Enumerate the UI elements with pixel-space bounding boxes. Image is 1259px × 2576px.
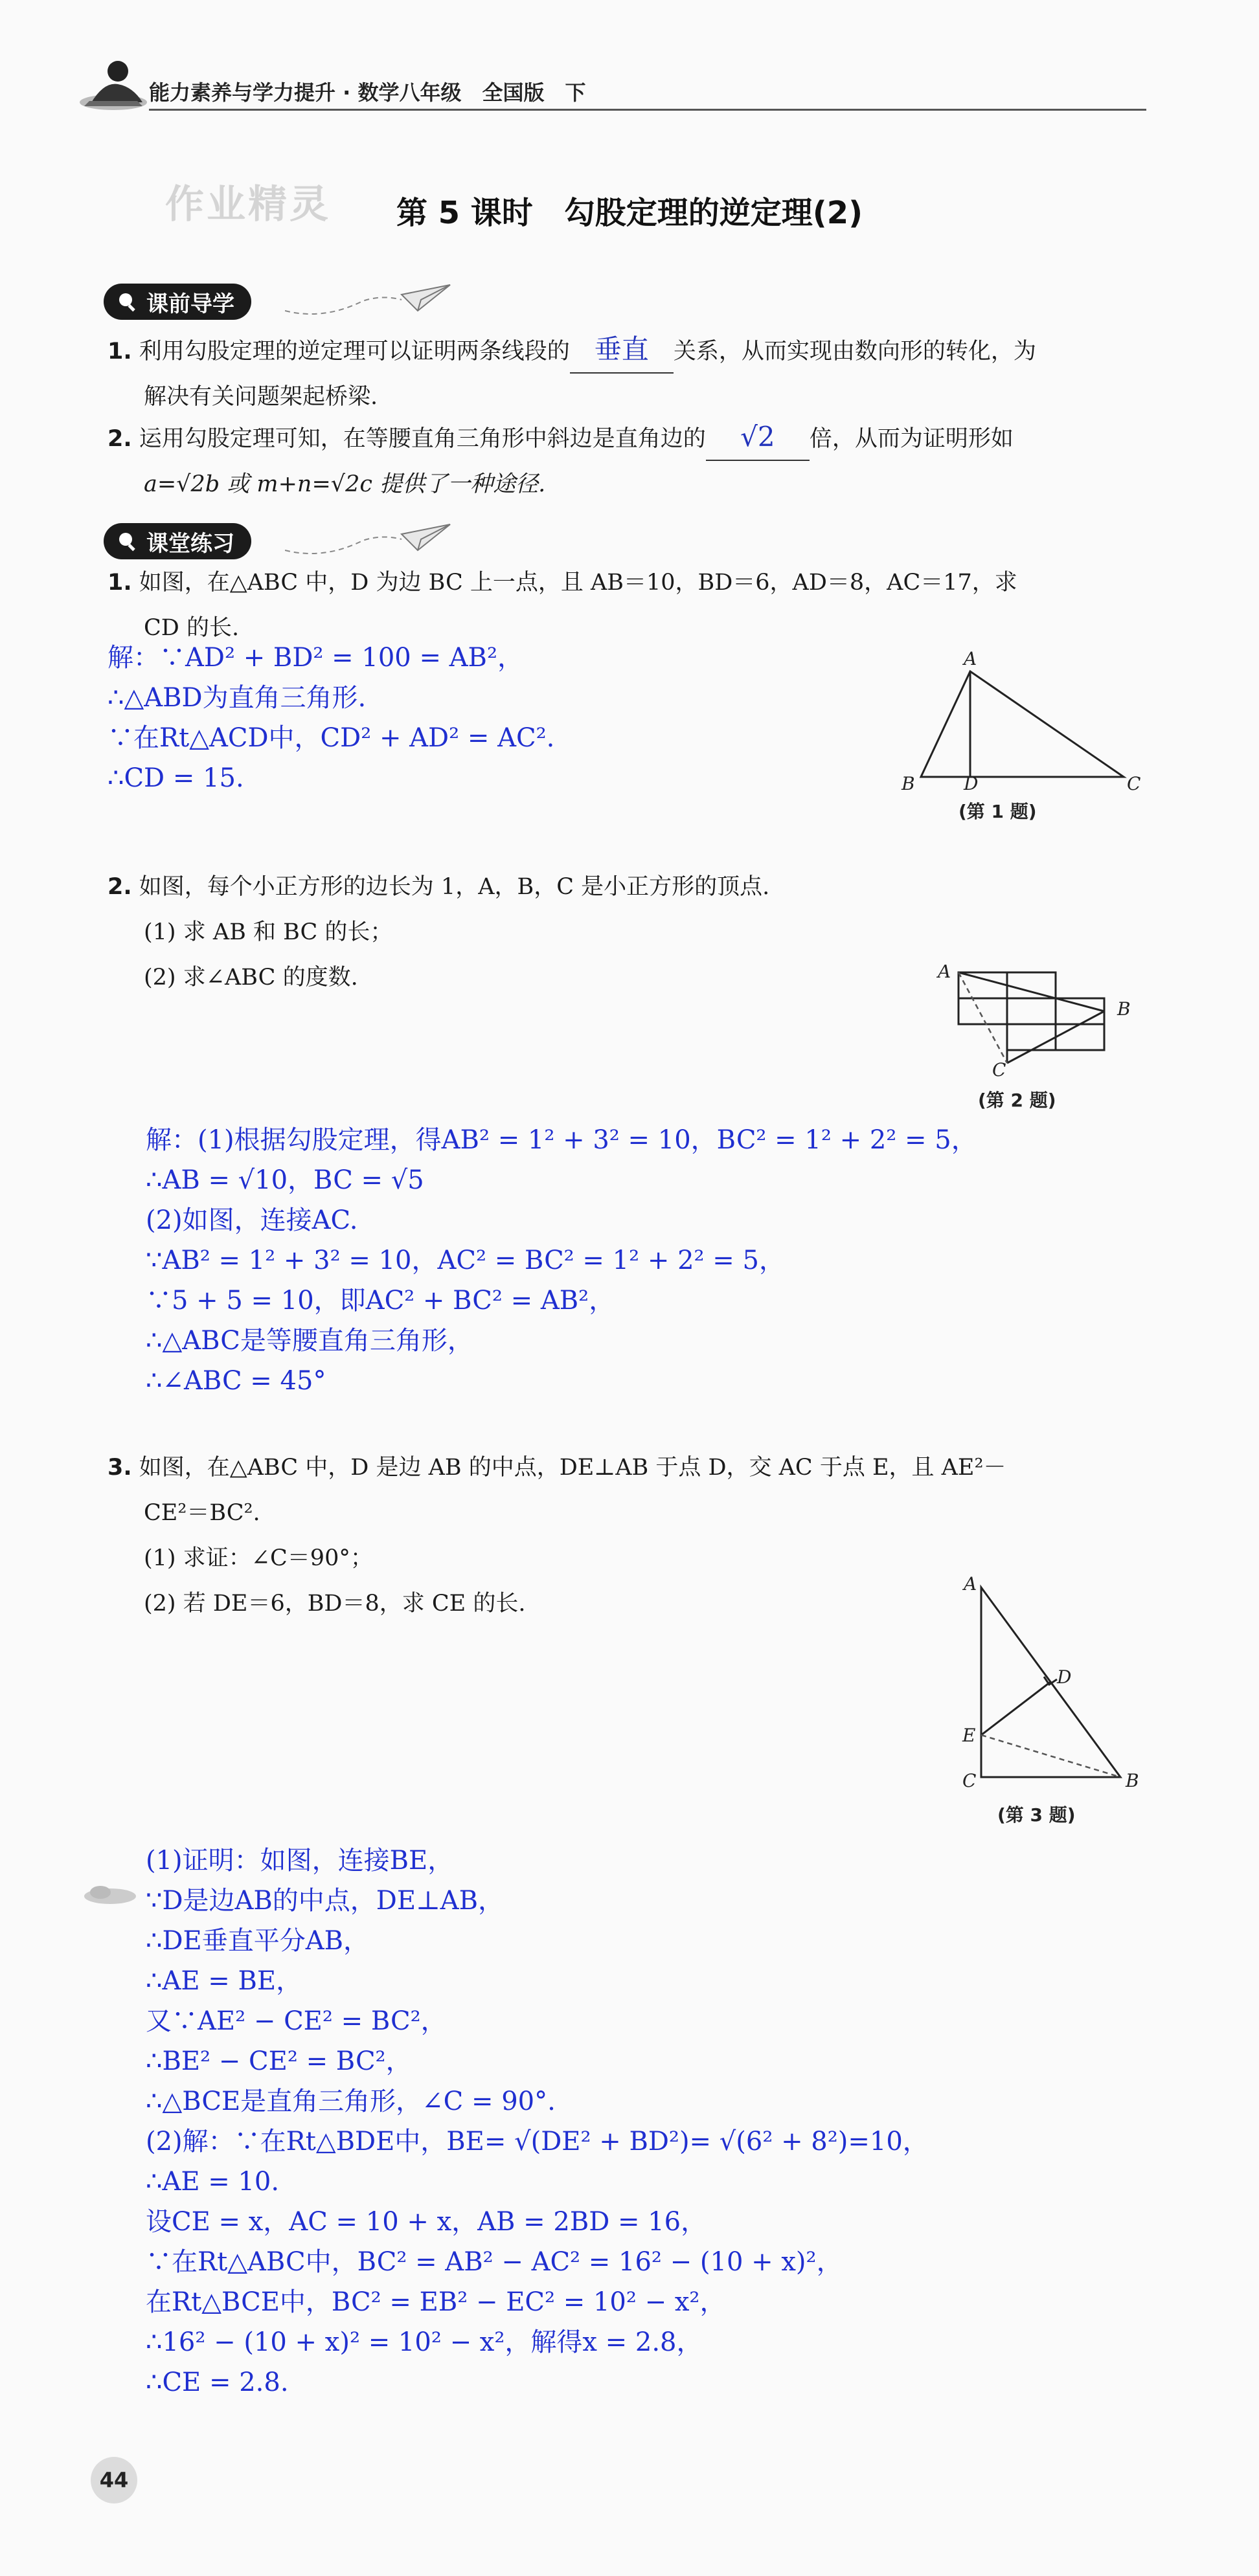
question-text: (2) 求∠ABC 的度数. (144, 965, 358, 991)
answer-3 (146, 1841, 1156, 2402)
answer-line: ∴BE² − CE² = BC²， (146, 2046, 412, 2076)
answer-line: ∵D是边AB的中点，DE⊥AB， (146, 1886, 504, 1916)
label-C: C (992, 1059, 1006, 1081)
label-D: D (964, 773, 979, 794)
question-text: 解决有关问题架起桥梁. (144, 384, 378, 410)
section-label: 课前导学 (146, 291, 234, 317)
question-text: (2) 若 DE＝6，BD＝8，求 CE 的长. (144, 1591, 526, 1617)
label-A: A (964, 1573, 977, 1595)
watermark: 作业精灵 (165, 182, 331, 227)
question-number: 3. (108, 1455, 132, 1481)
magnifier-icon (117, 530, 139, 552)
figure-2-caption: (第 2 题) (978, 1090, 1056, 1111)
question-text: CE²＝BC². (144, 1500, 260, 1526)
label-A: A (938, 965, 951, 982)
answer-line: 解：∵AD² + BD² = 100 = AB²， (108, 643, 523, 673)
answer-line: ∴∠ABC = 45° (146, 1366, 326, 1396)
answer-blank: 垂直 (570, 327, 674, 374)
answer-line: (1)证明：如图，连接BE， (146, 1846, 454, 1876)
figure-3-caption: (第 3 题) (997, 1804, 1076, 1826)
answer-line: ∵在Rt△ACD中，CD² + AD² = AC². (108, 723, 555, 753)
answer-2 (146, 1120, 1117, 1401)
question-number: 2. (108, 874, 132, 900)
answer-line: ∴△BCE是直角三角形，∠C = 90°. (146, 2087, 556, 2116)
question-text: 如图，在△ABC 中，D 是边 AB 的中点，DE⊥AB 于点 D，交 AC 于点 E，且 AE²－ (139, 1455, 1006, 1481)
answer-line: ∴16² − (10 + x)² = 10² − x²，解得x = 2.8， (146, 2327, 703, 2357)
figure-1-caption: (第 1 题) (958, 801, 1037, 822)
cloud-icon (81, 1881, 139, 1907)
label-C: C (962, 1770, 977, 1791)
magnifier-icon (117, 291, 139, 313)
pre-question-2 (108, 414, 1157, 507)
answer-line: ∵5 + 5 = 10，即AC² + BC² = AB²， (146, 1286, 615, 1316)
question-text: 如图，每个小正方形的边长为 1，A，B，C 是小正方形的顶点. (139, 874, 770, 900)
question-number: 1. (108, 570, 132, 596)
question-text: 关系，从而实现由数向形的转化，为 (673, 339, 1036, 364)
paper-plane-icon (285, 515, 453, 566)
label-B: B (1126, 1770, 1139, 1791)
section-label: 课堂练习 (146, 530, 234, 557)
label-A: A (964, 651, 977, 669)
paper-plane-icon (285, 275, 453, 327)
question-text: (1) 求证：∠C＝90°； (144, 1545, 373, 1571)
label-C: C (1127, 773, 1141, 794)
figure-2 (933, 965, 1153, 1081)
answer-line: ∵AB² = 1² + 3² = 10，AC² = BC² = 1² + 2² = 5， (146, 1246, 785, 1275)
answer-line: ∵在Rt△ABC中，BC² = AB² − AC² = 16² − (10 + x)²， (146, 2247, 843, 2277)
running-header: 能力素养与学力提升 · 数学八年级 全国版 下 (149, 80, 586, 105)
answer-line: (2)解：∵在Rt△BDE中，BE= √(DE² + BD²)= √(6² + 8²)=10， (146, 2127, 929, 2156)
figure-3 (939, 1573, 1153, 1797)
label-D: D (1057, 1666, 1072, 1688)
reader-logo-icon (78, 57, 149, 115)
answer-line: ∴CE = 2.8. (146, 2368, 289, 2397)
header-rule (149, 109, 1146, 111)
answer-line: ∴△ABC是等腰直角三角形， (146, 1326, 473, 1356)
question-text: 如图，在△ABC 中，D 为边 BC 上一点，且 AB＝10，BD＝6，AD＝8，AC＝17，求 (139, 570, 1017, 596)
question-text: a=√2b 或 m+n=√2c 提供了一种途径. (144, 471, 546, 497)
figure-1 (894, 651, 1153, 796)
answer-line: ∴AE = 10. (146, 2167, 280, 2197)
problem-1 (108, 560, 1157, 651)
section-pre-study (104, 284, 251, 320)
answer-line: ∴DE垂直平分AB， (146, 1926, 369, 1956)
lesson-title: 第 5 课时 勾股定理的逆定理(2) (396, 195, 863, 231)
answer-line: ∴CD = 15. (108, 763, 244, 793)
label-B: B (1117, 998, 1131, 1020)
answer-line: ∴△ABD为直角三角形. (108, 683, 367, 713)
answer-line: (2)如图，连接AC. (146, 1205, 358, 1235)
question-text: (1) 求 AB 和 BC 的长； (144, 919, 393, 945)
answer-1 (108, 638, 885, 798)
question-number: 2. (108, 426, 132, 452)
label-B: B (902, 773, 915, 794)
question-text: 运用勾股定理可知，在等腰直角三角形中斜边是直角边的 (139, 426, 706, 452)
question-text: 倍，从而为证明形如 (809, 426, 1014, 452)
answer-line: 设CE = x，AC = 10 + x，AB = 2BD = 16， (146, 2207, 707, 2237)
answer-line: 解：(1)根据勾股定理，得AB² = 1² + 3² = 10，BC² = 1² + 2² = 5， (146, 1125, 977, 1155)
label-E: E (962, 1725, 976, 1746)
answer-line: 又∵AE² − CE² = BC²， (146, 2006, 447, 2036)
answer-blank: √2 (706, 414, 810, 461)
section-class-practice (104, 523, 251, 559)
question-text: 利用勾股定理的逆定理可以证明两条线段的 (139, 339, 570, 364)
answer-line: 在Rt△BCE中，BC² = EB² − EC² = 10² − x²， (146, 2287, 726, 2317)
pre-question-1 (108, 327, 1157, 420)
page-number: 44 (91, 2457, 137, 2503)
answer-line: ∴AB = √10，BC = √5 (146, 1165, 424, 1195)
question-number: 1. (108, 339, 132, 364)
answer-line: ∴AE = BE， (146, 1966, 302, 1996)
question-text: CD 的长. (144, 615, 240, 641)
